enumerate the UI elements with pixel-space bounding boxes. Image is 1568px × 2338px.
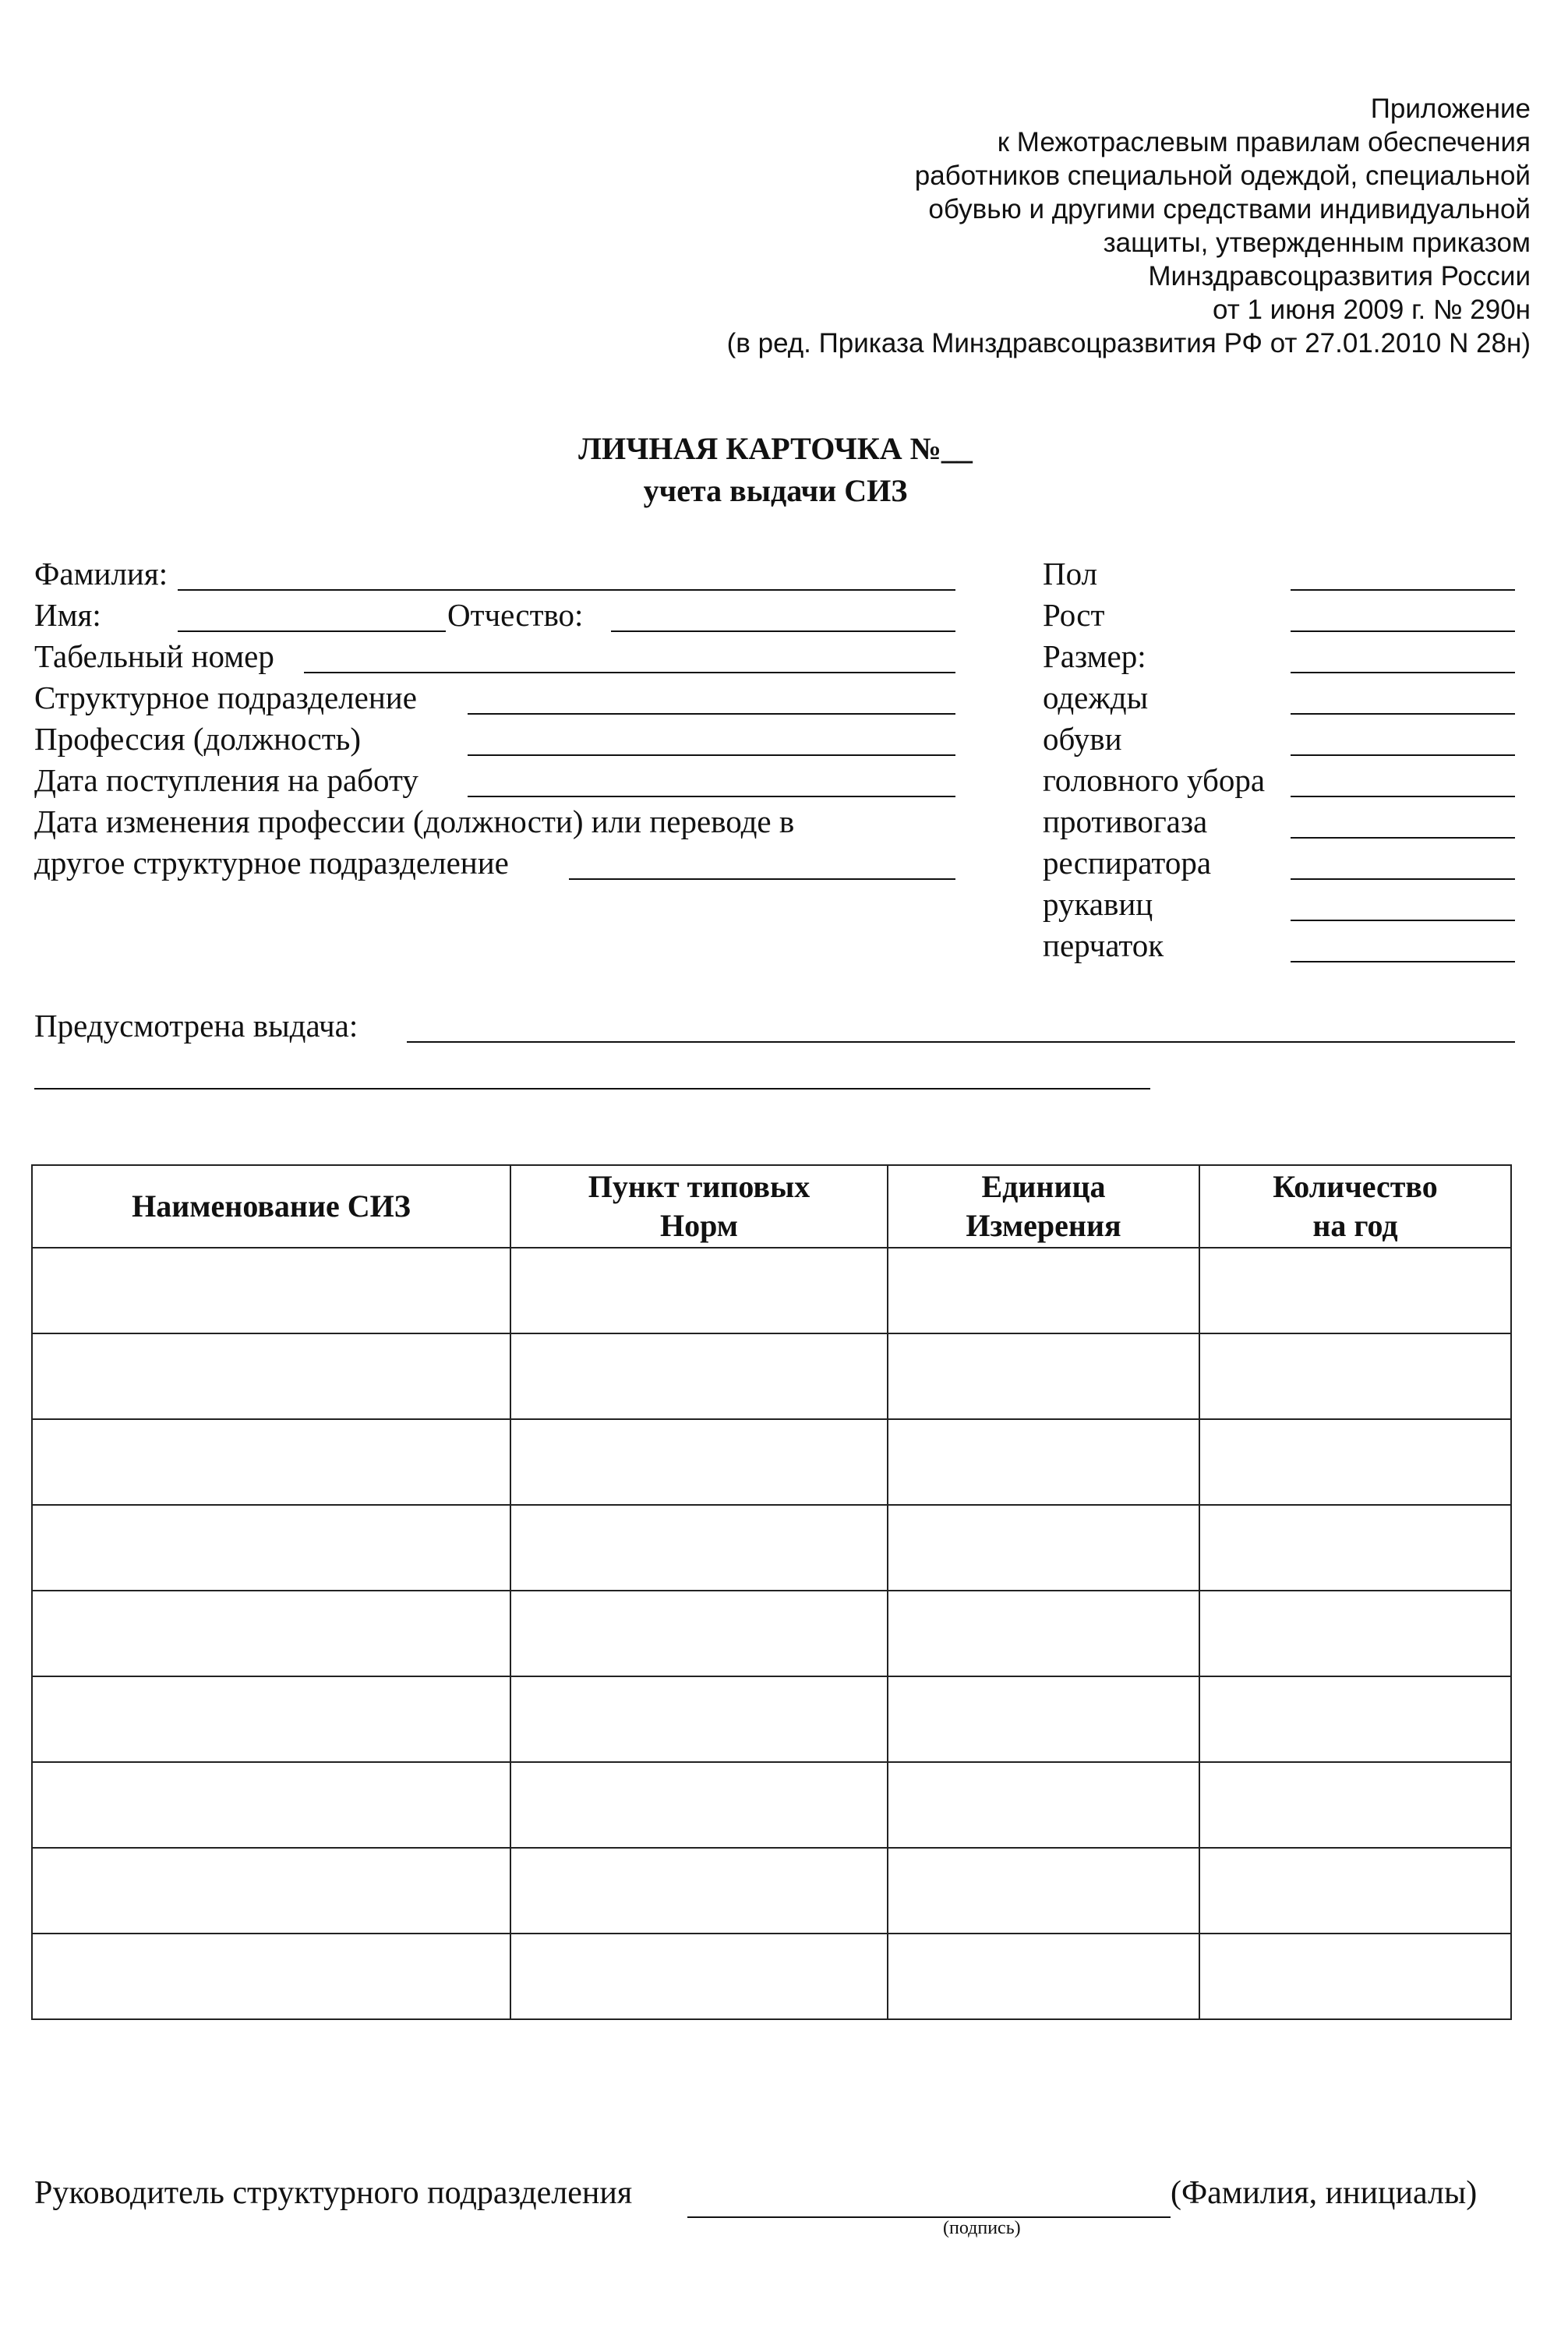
hire-date-field[interactable]: [468, 796, 955, 797]
table-cell[interactable]: [32, 1848, 510, 1934]
table-row: [32, 1848, 1511, 1934]
table-cell[interactable]: [32, 1934, 510, 2019]
table-row: [32, 1248, 1511, 1333]
header-siz-name-text: Наименование СИЗ: [132, 1188, 411, 1224]
table-cell[interactable]: [32, 1762, 510, 1848]
table-cell[interactable]: [510, 1505, 888, 1591]
table-cell[interactable]: [888, 1934, 1199, 2019]
table-cell[interactable]: [510, 1591, 888, 1676]
surname-field[interactable]: [178, 589, 955, 591]
table-cell[interactable]: [888, 1333, 1199, 1419]
gas-mask-size-label: противогаза: [1043, 803, 1208, 839]
table-row: [32, 1505, 1511, 1591]
table-cell[interactable]: [1199, 1762, 1511, 1848]
change-field[interactable]: [569, 878, 955, 880]
department-label: Структурное подразделение: [34, 680, 417, 715]
table-cell[interactable]: [510, 1762, 888, 1848]
table-cell[interactable]: [510, 1333, 888, 1419]
surname-label: Фамилия:: [34, 556, 168, 592]
siz-table: [31, 1164, 1512, 2020]
card-subtitle: учета выдачи СИЗ: [643, 473, 908, 508]
gender-label: Пол: [1043, 556, 1098, 592]
card-title: ЛИЧНАЯ КАРТОЧКА №__: [578, 431, 973, 466]
name-label: Имя:: [34, 597, 101, 633]
table-cell[interactable]: [888, 1848, 1199, 1934]
gas-mask-size-field[interactable]: [1291, 837, 1515, 839]
gloves-size-label: перчаток: [1043, 927, 1164, 963]
patronymic-field[interactable]: [611, 630, 955, 632]
signature-note: (подпись): [943, 2218, 1021, 2238]
header-unit-line1: Единица: [981, 1169, 1106, 1204]
appendix-line: от 1 июня 2009 г. № 290н: [1213, 295, 1531, 325]
table-cell[interactable]: [1199, 1676, 1511, 1762]
table-row: [32, 1934, 1511, 2019]
table-cell[interactable]: [510, 1676, 888, 1762]
clothes-size-label: одежды: [1043, 680, 1149, 715]
tab-number-label: Табельный номер: [34, 638, 274, 674]
appendix-line: Приложение: [1370, 94, 1531, 124]
table-cell[interactable]: [1199, 1505, 1511, 1591]
table-cell[interactable]: [32, 1333, 510, 1419]
table-row: [32, 1333, 1511, 1419]
table-cell[interactable]: [1199, 1248, 1511, 1333]
table-cell[interactable]: [888, 1676, 1199, 1762]
header-norm-item-line1: Пункт типовых: [588, 1169, 810, 1204]
header-annual-quantity-line2: на год: [1312, 1208, 1398, 1243]
change-label-line1: Дата изменения профессии (должности) или переводе в: [34, 803, 795, 839]
profession-label: Профессия (должность): [34, 721, 362, 757]
hire-date-label: Дата поступления на работу: [34, 762, 418, 798]
appendix-note: [517, 92, 1531, 360]
table-cell[interactable]: [510, 1248, 888, 1333]
provided-field-continuation[interactable]: [34, 1088, 1150, 1090]
appendix-line: обувью и другими средствами индивидуальной: [928, 194, 1531, 224]
signature-label: Руководитель структурного подразделения: [34, 2175, 633, 2211]
appendix-line: к Межотраслевым правилам обеспечения: [997, 127, 1531, 157]
headwear-size-label: головного убора: [1043, 762, 1266, 798]
appendix-line: Минздравсоцразвития России: [1148, 261, 1531, 291]
table-cell[interactable]: [888, 1419, 1199, 1505]
table-cell[interactable]: [888, 1505, 1199, 1591]
table-cell[interactable]: [1199, 1934, 1511, 2019]
table-cell[interactable]: [1199, 1848, 1511, 1934]
table-cell[interactable]: [32, 1505, 510, 1591]
table-cell[interactable]: [888, 1762, 1199, 1848]
header-annual-quantity: [1199, 1165, 1511, 1248]
table-cell[interactable]: [510, 1848, 888, 1934]
respirator-size-label: респиратора: [1043, 845, 1212, 881]
table-row: [32, 1419, 1511, 1505]
header-norm-item-line2: Норм: [660, 1208, 738, 1243]
provided-label: Предусмотрена выдача:: [34, 1008, 358, 1044]
header-unit: [888, 1165, 1199, 1248]
mittens-size-label: рукавиц: [1043, 886, 1153, 922]
table-cell[interactable]: [510, 1419, 888, 1505]
header-annual-quantity-line1: Количество: [1273, 1169, 1438, 1204]
shoes-size-label: обуви: [1043, 721, 1122, 757]
mittens-size-field[interactable]: [1291, 920, 1515, 921]
signature-field[interactable]: [687, 2216, 1171, 2218]
size-label: Размер:: [1043, 638, 1146, 674]
signature-suffix: (Фамилия, инициалы): [1171, 2175, 1478, 2211]
appendix-line: (в ред. Приказа Минздравсоцразвития РФ от 27.01.2010 N 28н): [726, 328, 1531, 358]
table-header-row: [32, 1165, 1511, 1248]
table-cell[interactable]: [32, 1591, 510, 1676]
gender-field[interactable]: [1291, 589, 1515, 591]
header-norm-item: [510, 1165, 888, 1248]
profession-field[interactable]: [468, 754, 955, 756]
table-cell[interactable]: [888, 1591, 1199, 1676]
department-field[interactable]: [468, 713, 955, 715]
headwear-size-field[interactable]: [1291, 796, 1515, 797]
table-row: [32, 1591, 1511, 1676]
header-siz-name: [32, 1165, 510, 1248]
table-cell[interactable]: [1199, 1333, 1511, 1419]
table-cell[interactable]: [510, 1934, 888, 2019]
table-row: [32, 1762, 1511, 1848]
table-cell[interactable]: [888, 1248, 1199, 1333]
gloves-size-field[interactable]: [1291, 961, 1515, 962]
table-cell[interactable]: [1199, 1419, 1511, 1505]
patronymic-label: Отчество:: [447, 597, 584, 633]
appendix-line: защиты, утвержденным приказом: [1103, 228, 1531, 258]
appendix-line: работников специальной одеждой, специальной: [914, 161, 1531, 191]
clothes-size-field[interactable]: [1291, 713, 1515, 715]
respirator-size-field[interactable]: [1291, 878, 1515, 880]
table-cell[interactable]: [32, 1676, 510, 1762]
table-cell[interactable]: [32, 1248, 510, 1333]
height-field[interactable]: [1291, 630, 1515, 632]
provided-field[interactable]: [407, 1041, 1515, 1043]
header-unit-line2: Измерения: [966, 1208, 1121, 1243]
table-row: [32, 1676, 1511, 1762]
tab-number-field[interactable]: [304, 672, 955, 673]
height-label: Рост: [1043, 597, 1105, 633]
table-cell[interactable]: [32, 1419, 510, 1505]
name-field[interactable]: [178, 630, 446, 632]
size-field[interactable]: [1291, 672, 1515, 673]
change-label-line2: другое структурное подразделение: [34, 845, 509, 881]
shoes-size-field[interactable]: [1291, 754, 1515, 756]
table-cell[interactable]: [1199, 1591, 1511, 1676]
